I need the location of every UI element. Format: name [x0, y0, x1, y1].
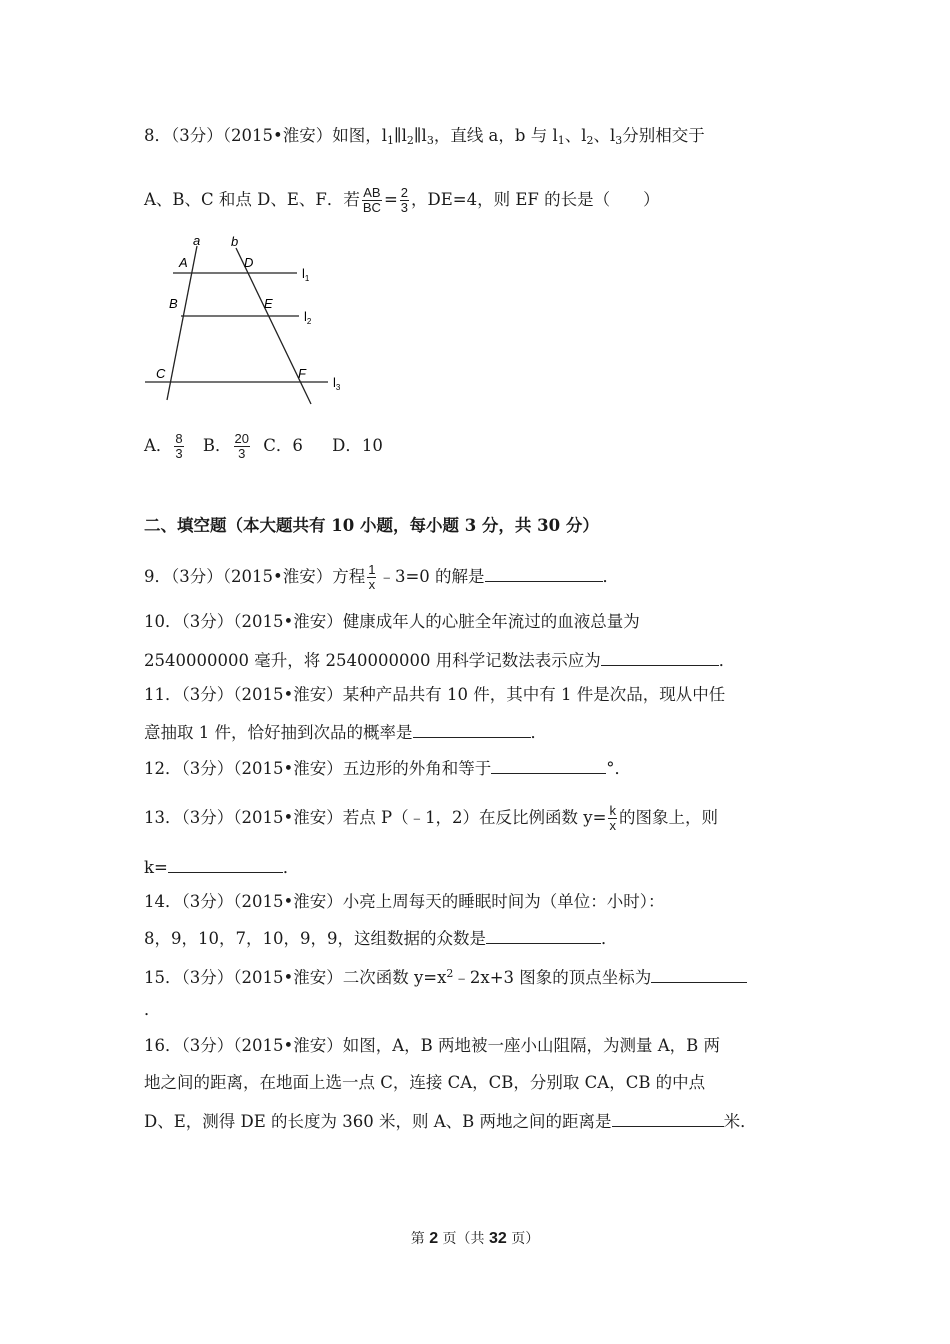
label-A: A: [179, 255, 188, 270]
q15-answer-blank[interactable]: [651, 966, 747, 983]
q13-frac: $\frac{k}{x}$: [609, 803, 616, 833]
q14-answer-blank[interactable]: [486, 927, 601, 944]
q10-answer-blank[interactable]: [601, 649, 719, 666]
section2-title: 二、填空题（本大题共有 10 小题，每小题 3 分，共 30 分）: [144, 516, 599, 535]
q8-line1: 8．（3分）（2015•淮安）如图，$l_1\parallel l_2\parallel l_3$，直线 a，b 与 $l_1$、$l_2$、$l_3$分别相交于: [144, 126, 705, 147]
q12-answer-blank[interactable]: [491, 757, 606, 774]
label-l1: $l_1$: [302, 266, 310, 283]
q9-answer-blank[interactable]: [485, 565, 603, 582]
q13-answer-blank[interactable]: [168, 856, 283, 873]
frac-2-3: $\frac{2}{3}$: [400, 185, 409, 215]
q11-line2: 意抽取 1 件，恰好抽到次品的概率是 ．: [144, 723, 547, 742]
q16-line2: 地之间的距离，在地面上选一点 C，连接 CA，CB，分别取 CA，CB 的中点: [144, 1073, 706, 1092]
label-l2: $l_2$: [304, 309, 312, 326]
label-l3: $l_3$: [333, 375, 341, 392]
q16-answer-blank[interactable]: [612, 1110, 724, 1127]
label-C: C: [156, 366, 166, 381]
label-E: E: [264, 296, 273, 311]
q15-line2: ．: [144, 1000, 161, 1019]
q10-line2: 2540000000 毫升，将 2540000000 用科学记数法表示应为 ．: [144, 651, 736, 670]
q16-line3: D、E，测得 DE 的长度为 360 米，则 A、B 两地之间的距离是 米．: [144, 1112, 757, 1131]
q14-line2: 8，9，10，7，10，9，9，这组数据的众数是 ．: [144, 929, 618, 948]
frac-ab-bc: $\frac{AB}{BC}$: [362, 185, 381, 215]
label-F: F: [298, 366, 306, 381]
q9-frac: $\frac{1}{x}$: [368, 562, 376, 592]
label-D: D: [244, 255, 254, 270]
q11-answer-blank[interactable]: [413, 721, 531, 738]
label-b: b: [231, 234, 239, 249]
q8-options: A． $\frac{8}{3}$ B． $\frac{20}{3}$ C．6 D．10: [144, 431, 383, 461]
label-B: B: [169, 296, 178, 311]
page-total: 32: [489, 1230, 507, 1247]
q10-line1: 10．（3分）（2015•淮安）健康成年人的心脏全年流过的血液总量为: [144, 612, 640, 631]
option-b-frac: $\frac{20}{3}$: [234, 431, 250, 461]
option-a-frac: $\frac{8}{3}$: [175, 431, 183, 461]
label-a: a: [193, 233, 201, 248]
q8-line2: A、B、C 和点 D、E、F．若 $\frac{AB}{BC}$ = $\frac{2}{3}$ ，DE=4，则 EF 的长是（ ）: [144, 185, 660, 215]
page-number: 2: [429, 1230, 439, 1247]
q8-figure: [140, 232, 360, 412]
q12: 12．（3分）（2015•淮安）五边形的外角和等于 °．: [144, 759, 631, 778]
q13-line1: 13．（3分）（2015•淮安）若点 P（﹣1，2）在反比例函数 y= $\frac{k}{x}$ 的图象上，则: [144, 803, 718, 833]
q11-line1: 11．（3分）（2015•淮安）某种产品共有 10 件，其中有 1 件是次品，现从中任: [144, 685, 726, 704]
q13-line2: k= ．: [144, 858, 300, 877]
q14-line1: 14．（3分）（2015•淮安）小亮上周每天的睡眠时间为（单位：小时）：: [144, 892, 665, 911]
q9: 9．（3分）（2015•淮安）方程 $\frac{1}{x}$ ﹣3=0 的解是 ．: [144, 562, 620, 592]
page-footer: 第 2 页（共 32 页）: [410, 1230, 540, 1247]
q15-line1: 15．（3分）（2015•淮安）二次函数 $y=x^2﹣2x+3$ 图象的顶点坐标为: [144, 963, 747, 989]
q16-line1: 16．（3分）（2015•淮安）如图，A，B 两地被一座小山阻隔，为测量 A，B 两: [144, 1036, 721, 1055]
